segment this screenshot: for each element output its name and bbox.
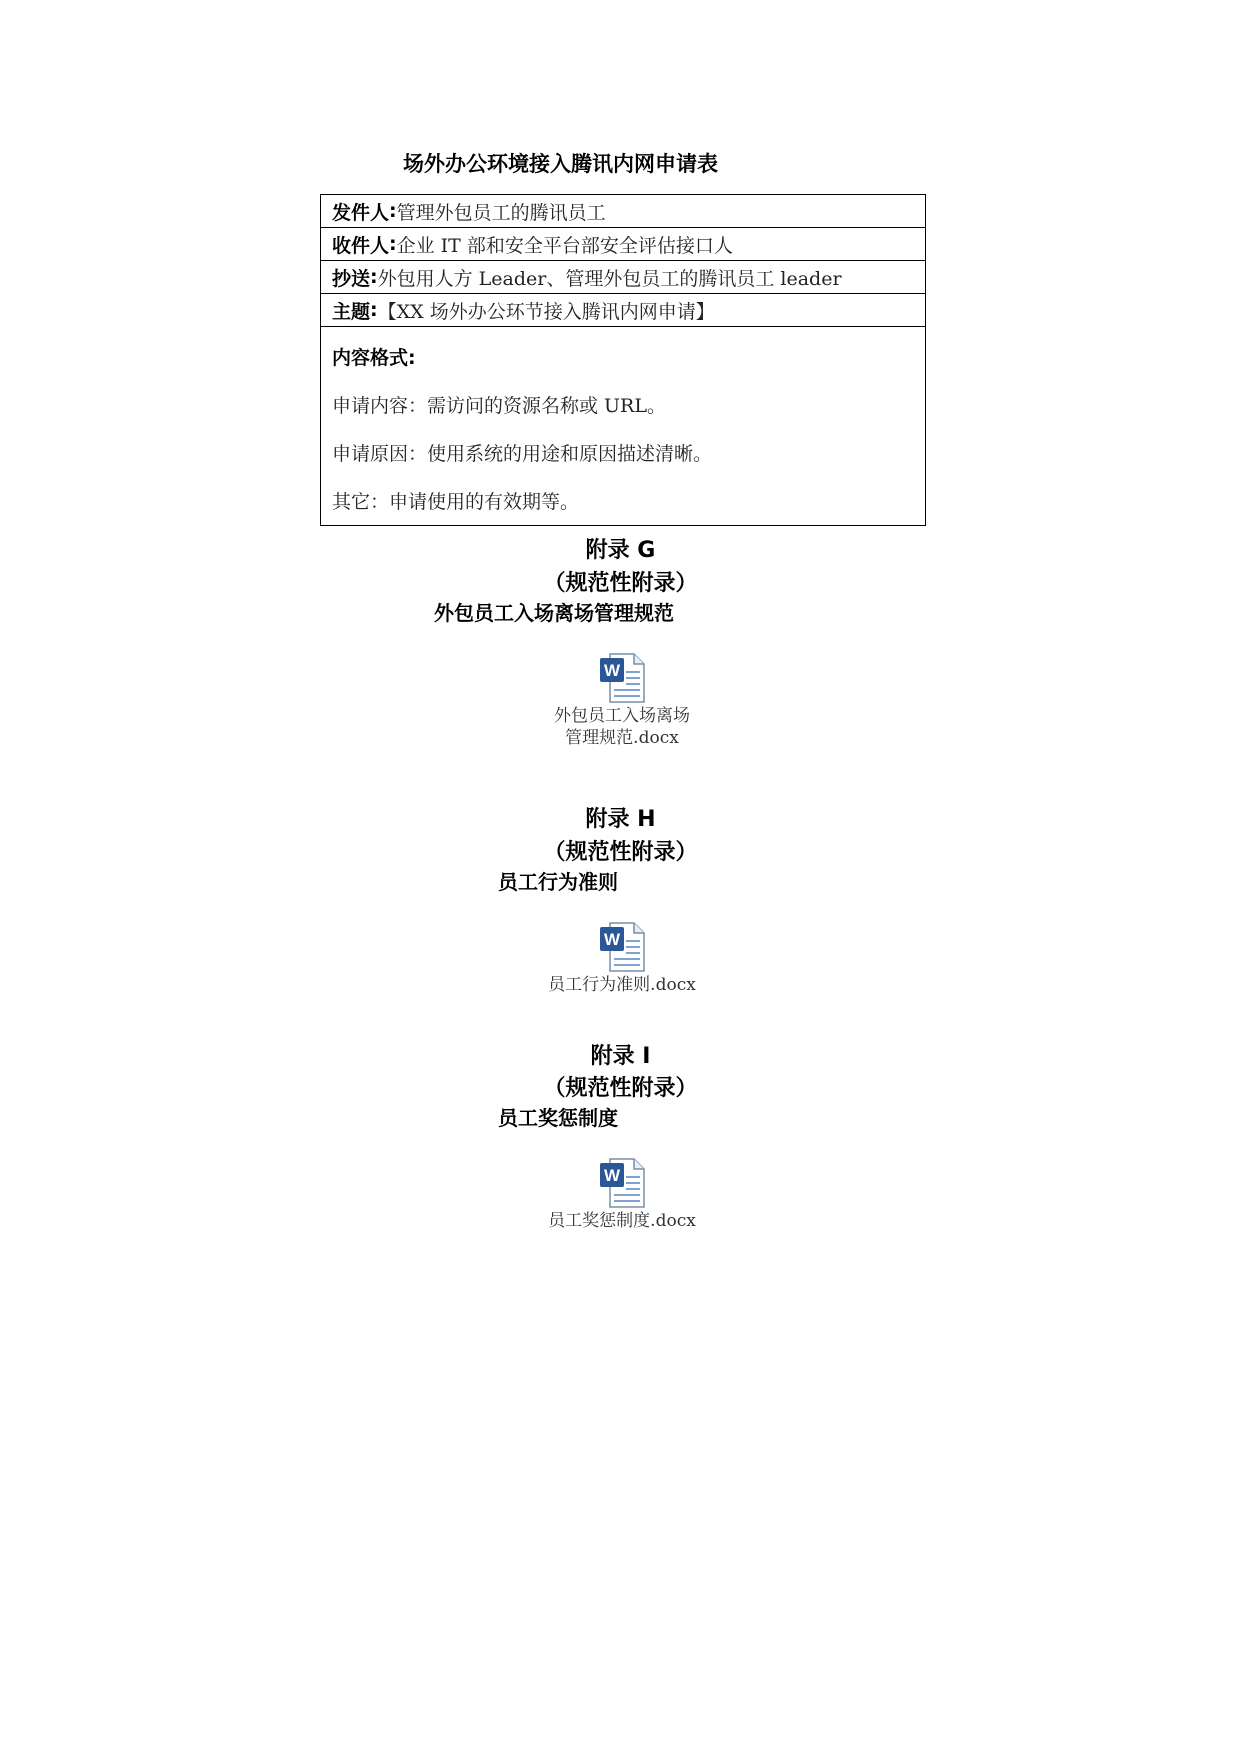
form-row-sender bbox=[321, 195, 925, 228]
form-row-cc bbox=[321, 261, 925, 294]
form-row-label: 抄送 bbox=[332, 267, 371, 290]
form-row-separator: : bbox=[370, 266, 378, 288]
form-row-recipient bbox=[321, 228, 925, 261]
attachment-appendix-i[interactable] bbox=[512, 1157, 732, 1231]
word-document-icon bbox=[596, 921, 648, 973]
form-row-subject bbox=[321, 294, 925, 327]
application-form-table bbox=[320, 194, 926, 526]
content-line-request: 申请内容：需访问的资源名称或 URL。 bbox=[332, 395, 666, 417]
appendix-h-sub: （规范性附录） bbox=[543, 840, 698, 865]
form-row-separator: : bbox=[389, 200, 397, 222]
form-content-block bbox=[321, 327, 925, 525]
appendix-i-name: 员工奖惩制度 bbox=[498, 1106, 618, 1130]
svg-text:W: W bbox=[603, 661, 621, 680]
svg-text:W: W bbox=[603, 1166, 621, 1185]
form-row-value: 外包用人方 Leader、管理外包员工的腾讯员工 leader bbox=[377, 267, 842, 290]
attachment-filename-line1: 外包员工入场离场 bbox=[554, 706, 690, 726]
attachment-appendix-g[interactable] bbox=[512, 652, 732, 748]
word-document-icon bbox=[596, 652, 648, 704]
form-row-label: 发件人 bbox=[332, 201, 390, 224]
attachment-filename-line1: 员工行为准则.docx bbox=[548, 975, 696, 995]
content-line-reason: 申请原因：使用系统的用途和原因描述清晰。 bbox=[332, 443, 713, 465]
appendix-g-sub: （规范性附录） bbox=[543, 571, 698, 596]
form-row-separator: : bbox=[389, 233, 397, 255]
form-row-label: 主题 bbox=[332, 300, 371, 323]
appendix-h-heading: 附录 H bbox=[585, 807, 656, 832]
form-row-value: 管理外包员工的腾讯员工 bbox=[396, 201, 606, 224]
appendix-g-name: 外包员工入场离场管理规范 bbox=[434, 601, 674, 625]
content-line-other: 其它：申请使用的有效期等。 bbox=[332, 491, 580, 513]
attachment-filename-line1: 员工奖惩制度.docx bbox=[548, 1211, 696, 1231]
form-row-value: 企业 IT 部和安全平台部安全评估接口人 bbox=[396, 234, 733, 257]
form-row-value: 【XX 场外办公环节接入腾讯内网申请】 bbox=[377, 300, 715, 323]
content-format-heading: 内容格式: bbox=[332, 347, 416, 369]
svg-text:W: W bbox=[603, 930, 621, 949]
appendix-h-name: 员工行为准则 bbox=[498, 870, 618, 894]
form-row-label: 收件人 bbox=[332, 234, 390, 257]
attachment-appendix-h[interactable] bbox=[512, 921, 732, 995]
form-row-separator: : bbox=[370, 299, 378, 321]
form-title: 场外办公环境接入腾讯内网申请表 bbox=[403, 152, 718, 176]
attachment-filename-line2: 管理规范.docx bbox=[565, 728, 679, 748]
word-document-icon bbox=[596, 1157, 648, 1209]
appendix-i-sub: （规范性附录） bbox=[543, 1076, 698, 1101]
appendix-g-heading: 附录 G bbox=[585, 538, 656, 563]
appendix-i-heading: 附录 I bbox=[590, 1044, 651, 1069]
